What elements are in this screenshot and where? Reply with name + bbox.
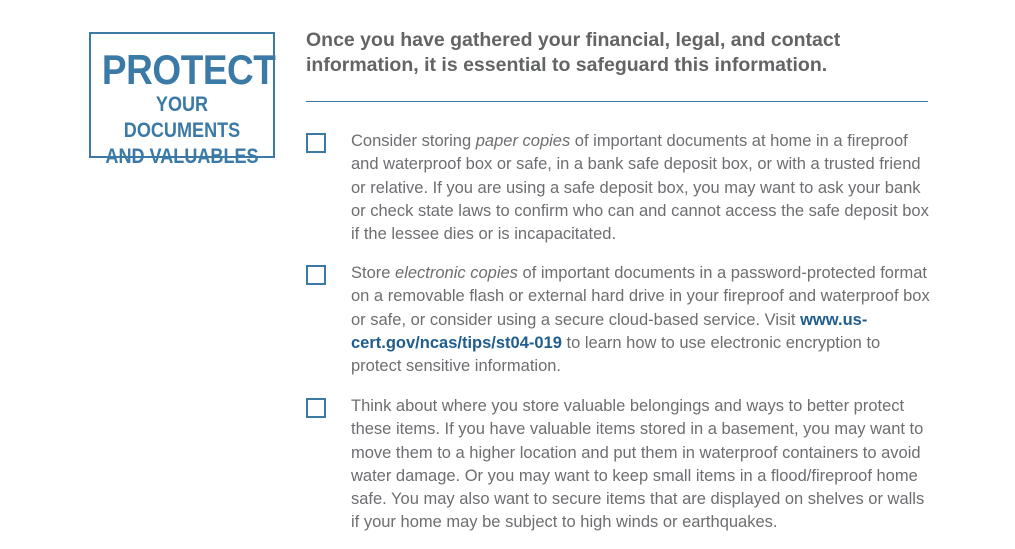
intro-line-2: information, it is essential to safeguard this information.	[306, 54, 828, 76]
item-text-middle: of important documents in a password-protected format on a removable flash or external hard drive in your fireproof and waterproof box or safe, or consider using a secure cloud-based service. Visit	[351, 264, 930, 329]
checkbox[interactable]	[306, 398, 326, 418]
item-text-emphasis: electronic copies	[395, 264, 518, 282]
checklist-item-text	[351, 130, 931, 246]
item-text-before: Consider storing	[351, 132, 476, 150]
intro-line-1: Once you have gathered your financial, legal, and contact	[306, 29, 841, 51]
intro-heading	[306, 28, 926, 78]
item-text-after: to learn how to use electronic encryption to protect sensitive information.	[351, 333, 881, 376]
us-cert-link[interactable]: www.us-cert.gov/ncas/tips/st04-019	[351, 310, 868, 352]
checklist-item-text	[351, 262, 931, 378]
item-text-emphasis: paper copies	[475, 132, 571, 150]
item-text-before: Store	[351, 264, 396, 282]
section-title-sub-line2: AND VALUABLES	[105, 145, 259, 168]
section-title-box	[89, 32, 276, 168]
divider-rule	[306, 101, 928, 102]
checkbox[interactable]	[306, 265, 326, 285]
checklist-item-text: Think about where you store valuable belongings and ways to better protect these items. If you have valuable items stored in a basement, you may want to move them to a higher location and put them in waterproof containers to avoid water damage. Or you may want to keep small items in a flood/fireproof home safe. You may also want to secure items that are displayed on shelves or walls if your home may be subject to high winds or earthquakes.	[351, 397, 925, 532]
checkbox[interactable]	[306, 133, 326, 153]
section-title-sub-line1: YOUR DOCUMENTS	[123, 93, 241, 142]
section-title-main: PROTECT	[101, 46, 276, 93]
item-text-after: of important documents at home in a fireproof and waterproof box or safe, in a bank safe deposit box, or with a trusted friend or relative. If you are using a safe deposit box, you may want to ask your bank or check state laws to confirm who can and cannot access the safe deposit box if the lessee dies or is incapacitated.	[351, 132, 929, 244]
